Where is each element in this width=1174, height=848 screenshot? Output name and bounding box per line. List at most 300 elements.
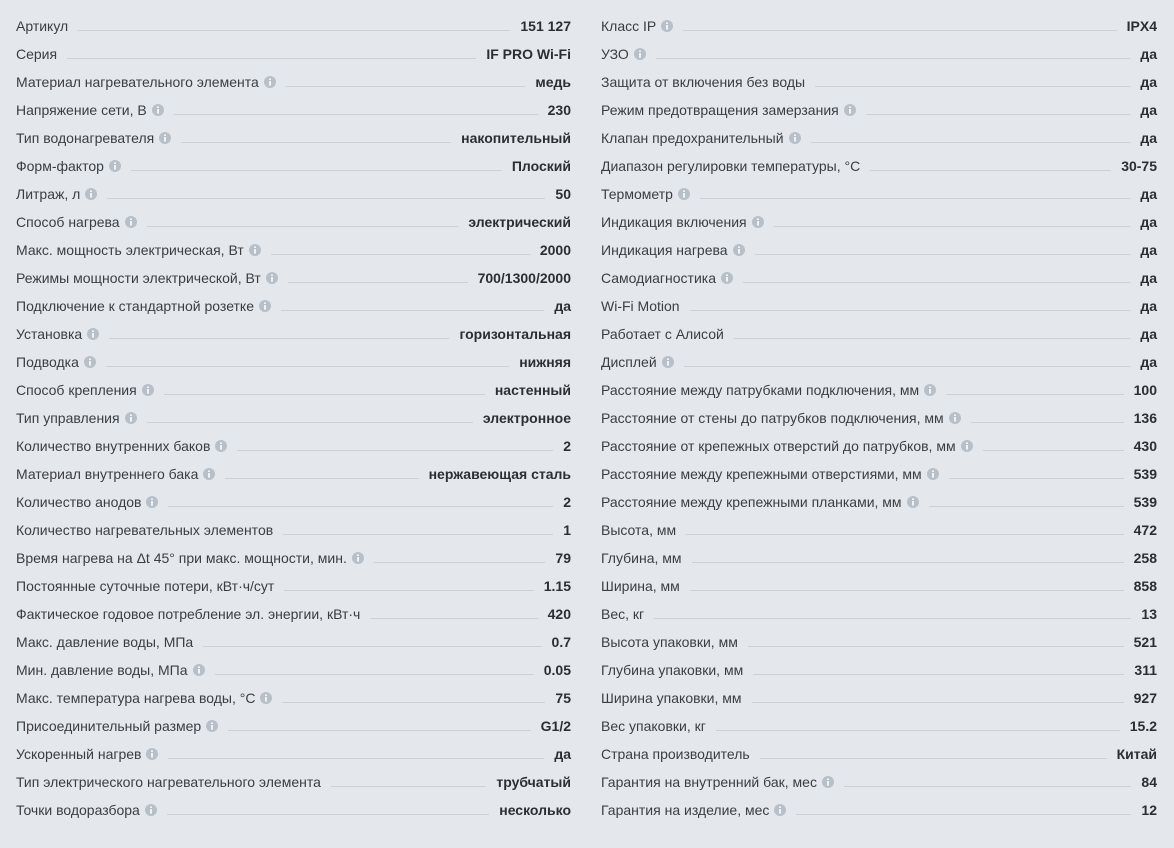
leader-line [870,170,1111,171]
spec-value: G1/2 [540,718,571,734]
info-icon[interactable] [203,468,215,480]
specs-column-left [16,8,571,820]
info-icon[interactable] [774,804,786,816]
spec-label: Макс. температура нагрева воды, °С [16,690,256,706]
spec-value: 13 [1141,606,1157,622]
spec-label: Диапазон регулировки температуры, °С [601,158,861,174]
spec-label-wrap [16,214,137,230]
leader-line [168,758,544,759]
leader-line [752,702,1124,703]
leader-line [78,30,510,31]
spec-label: Способ нагрева [16,214,120,230]
leader-line [716,730,1120,731]
spec-label-wrap [601,606,644,622]
spec-label-wrap [16,662,205,678]
spec-label: Форм-фактор [16,158,104,174]
spec-row [16,148,571,176]
spec-label-wrap [16,522,273,538]
spec-row [601,204,1157,232]
spec-label: Режим предотвращения замерзания [601,102,839,118]
spec-label-wrap [16,634,193,650]
spec-label: Индикация нагрева [601,242,728,258]
spec-label: Глубина, мм [601,550,682,566]
spec-label-wrap [601,466,939,482]
spec-value: нержавеющая сталь [428,466,571,482]
info-icon[interactable] [259,300,271,312]
spec-value: 1 [563,522,571,538]
spec-row [16,596,571,624]
spec-label-wrap [601,102,856,118]
spec-label-wrap [16,438,227,454]
spec-label: Макс. давление воды, МПа [16,634,194,650]
spec-row [16,92,571,120]
leader-line [866,114,1131,115]
spec-value: да [1140,298,1157,314]
leader-line [686,534,1124,535]
spec-row [16,8,571,36]
info-icon[interactable] [109,160,121,172]
info-icon[interactable] [146,748,158,760]
spec-value: 79 [555,550,571,566]
spec-label: Расстояние между патрубками подключения, мм [601,382,920,398]
leader-line [774,226,1131,227]
spec-label: Работает с Алисой [601,326,724,342]
spec-value: горизонтальная [459,326,571,342]
spec-row [601,568,1157,596]
spec-row [16,344,571,372]
spec-value: 258 [1133,550,1157,566]
info-icon[interactable] [142,384,154,396]
info-icon[interactable] [733,244,745,256]
leader-line [225,478,418,479]
spec-row [16,568,571,596]
info-icon[interactable] [907,496,919,508]
spec-row [16,176,571,204]
info-icon[interactable] [215,440,227,452]
leader-line [237,450,553,451]
spec-row [16,764,571,792]
leader-line [107,198,545,199]
leader-line [983,450,1124,451]
spec-label-wrap [601,298,680,314]
spec-label-wrap [601,410,961,426]
info-icon[interactable] [961,440,973,452]
spec-label: Гарантия на изделие, мес [601,802,770,818]
spec-label: Напряжение сети, В [16,102,147,118]
leader-line [147,226,459,227]
spec-label: Точки водоразбора [16,802,140,818]
spec-row [601,512,1157,540]
leader-line [811,142,1131,143]
spec-label-wrap [16,802,157,818]
spec-row [16,792,571,820]
leader-line [656,58,1131,59]
info-icon[interactable] [352,552,364,564]
spec-label: Высота, мм [601,522,677,538]
leader-line [282,702,545,703]
leader-line [168,506,553,507]
spec-value: 100 [1133,382,1157,398]
leader-line [167,814,489,815]
spec-row [16,680,571,708]
info-icon[interactable] [146,496,158,508]
spec-label-wrap [601,46,646,62]
spec-row [16,64,571,92]
info-icon[interactable] [822,776,834,788]
spec-row [16,260,571,288]
spec-value: 1.15 [543,578,571,594]
spec-row [16,736,571,764]
leader-line [690,310,1131,311]
info-icon[interactable] [752,216,764,228]
spec-label: Подключение к стандартной розетке [16,298,254,314]
spec-label-wrap [16,746,158,762]
spec-label-wrap [16,158,121,174]
spec-value: 472 [1133,522,1157,538]
spec-label: Артикул [16,18,69,34]
spec-label: Количество нагревательных элементов [16,522,274,538]
leader-line [370,618,537,619]
leader-line [331,786,486,787]
leader-line [844,786,1131,787]
spec-row [601,764,1157,792]
spec-value: IPX4 [1126,18,1157,34]
specs-column-right [601,8,1157,820]
spec-value: 0.7 [551,634,571,650]
spec-label-wrap [601,186,690,202]
spec-label: Мин. давление воды, МПа [16,662,188,678]
spec-row [16,400,571,428]
spec-row [601,64,1157,92]
leader-line [215,674,534,675]
spec-row [601,288,1157,316]
info-icon[interactable] [125,216,137,228]
spec-label-wrap [601,74,805,90]
spec-label: Постоянные суточные потери, кВт·ч/сут [16,578,275,594]
spec-label: Wi-Fi Motion [601,298,680,314]
spec-label: Высота упаковки, мм [601,634,738,650]
leader-line [288,282,468,283]
spec-label-wrap [601,18,673,34]
leader-line [734,338,1131,339]
info-icon[interactable] [844,104,856,116]
spec-label-wrap [601,718,706,734]
spec-row [16,456,571,484]
leader-line [755,254,1131,255]
info-icon[interactable] [87,328,99,340]
info-icon[interactable] [264,76,276,88]
leader-line [946,394,1124,395]
spec-label-wrap [601,242,745,258]
leader-line [109,338,449,339]
spec-value: настенный [494,382,571,398]
spec-row [16,232,571,260]
spec-label-wrap [16,186,97,202]
spec-label: Количество анодов [16,494,142,510]
spec-row [601,456,1157,484]
leader-line [760,758,1107,759]
spec-label: Материал внутреннего бака [16,466,199,482]
spec-label: Тип водонагревателя [16,130,155,146]
spec-label: Подводка [16,354,79,370]
spec-value: Китай [1116,746,1157,762]
info-icon[interactable] [159,132,171,144]
spec-label: Тип электрического нагревательного элемента [16,774,321,790]
spec-label-wrap [16,18,68,34]
info-icon[interactable] [145,804,157,816]
spec-value: 50 [555,186,571,202]
leader-line [748,646,1124,647]
info-icon[interactable] [206,720,218,732]
spec-row [601,344,1157,372]
info-icon[interactable] [924,384,936,396]
info-icon[interactable] [949,412,961,424]
info-icon[interactable] [125,412,137,424]
spec-value: 230 [547,102,571,118]
spec-label-wrap [601,354,674,370]
spec-label-wrap [601,438,973,454]
spec-label-wrap [601,494,919,510]
spec-row [601,624,1157,652]
spec-label: Вес, кг [601,606,645,622]
spec-label: Материал нагревательного элемента [16,74,259,90]
spec-row [16,316,571,344]
spec-value: да [1140,130,1157,146]
spec-label: Ширина упаковки, мм [601,690,742,706]
spec-value: 30-75 [1121,158,1157,174]
spec-row [16,288,571,316]
leader-line [203,646,541,647]
spec-value: 84 [1141,774,1157,790]
spec-label-wrap [16,550,364,566]
spec-value: 0.05 [543,662,571,678]
spec-row [601,792,1157,820]
info-icon[interactable] [152,104,164,116]
spec-label-wrap [16,102,164,118]
spec-label-wrap [16,774,321,790]
spec-row [16,120,571,148]
leader-line [753,674,1124,675]
spec-label-wrap [601,158,860,174]
spec-label-wrap [16,46,57,62]
spec-value: 420 [547,606,571,622]
spec-value: да [1140,242,1157,258]
info-icon[interactable] [662,356,674,368]
leader-line [949,478,1124,479]
leader-line [283,534,553,535]
spec-label-wrap [16,466,215,482]
spec-row [601,596,1157,624]
spec-value: 136 [1133,410,1157,426]
spec-value: 2000 [539,242,571,258]
info-icon[interactable] [678,188,690,200]
spec-label-wrap [601,746,750,762]
spec-label-wrap [16,354,96,370]
spec-row [601,232,1157,260]
spec-row [16,36,571,64]
spec-row [601,400,1157,428]
info-icon[interactable] [193,664,205,676]
spec-row [601,120,1157,148]
spec-value: несколько [499,802,571,818]
leader-line [286,86,526,87]
spec-label: Вес упаковки, кг [601,718,706,734]
spec-row [16,540,571,568]
spec-label: Расстояние между крепежными отверстиями, мм [601,466,922,482]
spec-label-wrap [16,270,278,286]
info-icon[interactable] [266,272,278,284]
leader-line [815,86,1130,87]
spec-label-wrap [16,326,99,342]
spec-value: IF PRO Wi-Fi [486,46,571,62]
spec-row [16,512,571,540]
leader-line [374,562,546,563]
spec-label-wrap [601,214,764,230]
info-icon[interactable] [84,356,96,368]
info-icon[interactable] [661,20,673,32]
spec-value: 151 127 [520,18,571,34]
spec-value: 927 [1133,690,1157,706]
spec-value: 539 [1133,466,1157,482]
spec-value: Плоский [511,158,571,174]
spec-row [601,736,1157,764]
spec-label-wrap [601,774,834,790]
info-icon[interactable] [927,468,939,480]
spec-value: 521 [1133,634,1157,650]
spec-value: 700/1300/2000 [477,270,571,286]
leader-line [684,366,1131,367]
spec-row [16,484,571,512]
leader-line [164,394,485,395]
spec-label-wrap [601,270,733,286]
leader-line [284,590,533,591]
spec-value: да [1140,270,1157,286]
spec-value: 15.2 [1129,718,1157,734]
spec-label: Глубина упаковки, мм [601,662,744,678]
spec-label: Режимы мощности электрической, Вт [16,270,261,286]
spec-row [16,652,571,680]
spec-row [601,484,1157,512]
spec-label-wrap [16,494,158,510]
leader-line [181,142,451,143]
spec-label-wrap [16,298,271,314]
spec-label: Макс. мощность электрическая, Вт [16,242,244,258]
info-icon[interactable] [85,188,97,200]
spec-label-wrap [601,522,676,538]
spec-label: Расстояние от крепежных отверстий до патрубков, мм [601,438,956,454]
spec-value: медь [535,74,571,90]
spec-value: 2 [563,494,571,510]
spec-value: да [1140,102,1157,118]
spec-label-wrap [601,802,786,818]
spec-row [16,428,571,456]
spec-label-wrap [16,690,272,706]
spec-row [601,36,1157,64]
spec-label: Защита от включения без воды [601,74,806,90]
spec-label: Установка [16,326,83,342]
spec-label: Страна производитель [601,746,750,762]
spec-label: Литраж, л [16,186,81,202]
spec-value: да [1140,74,1157,90]
spec-row [601,372,1157,400]
leader-line [67,58,476,59]
spec-row [601,8,1157,36]
spec-value: электрический [468,214,571,230]
leader-line [131,170,502,171]
spec-value: нижняя [519,354,571,370]
spec-label-wrap [601,130,801,146]
spec-label: Фактическое годовое потребление эл. энергии, кВт·ч [16,606,361,622]
spec-value: 12 [1141,802,1157,818]
info-icon[interactable] [789,132,801,144]
leader-line [654,618,1131,619]
spec-value: 2 [563,438,571,454]
spec-value: да [1140,326,1157,342]
spec-label-wrap [16,242,261,258]
spec-label: Клапан предохранительный [601,130,784,146]
info-icon[interactable] [249,244,261,256]
spec-label-wrap [16,74,276,90]
leader-line [271,254,530,255]
spec-label: Гарантия на внутренний бак, мес [601,774,817,790]
spec-label: УЗО [601,46,629,62]
spec-value: накопительный [461,130,571,146]
leader-line [700,198,1130,199]
info-icon[interactable] [260,692,272,704]
spec-row [16,624,571,652]
info-icon[interactable] [634,48,646,60]
leader-line [796,814,1131,815]
spec-row [601,652,1157,680]
spec-label-wrap [16,382,154,398]
spec-label: Самодиагностика [601,270,717,286]
spec-value: 539 [1133,494,1157,510]
spec-row [601,316,1157,344]
spec-value: 75 [555,690,571,706]
spec-label-wrap [601,326,724,342]
info-icon[interactable] [721,272,733,284]
spec-label-wrap [16,718,218,734]
spec-row [16,204,571,232]
spec-label-wrap [601,578,680,594]
leader-line [228,730,530,731]
spec-label-wrap [16,130,171,146]
spec-row [601,680,1157,708]
spec-label-wrap [601,690,742,706]
spec-row [601,708,1157,736]
spec-label-wrap [16,410,137,426]
leader-line [281,310,544,311]
spec-label: Тип управления [16,410,120,426]
spec-label-wrap [601,550,682,566]
leader-line [929,506,1124,507]
spec-label: Серия [16,46,58,62]
leader-line [690,590,1124,591]
leader-line [971,422,1124,423]
spec-label: Термометр [601,186,673,202]
spec-value: да [1140,46,1157,62]
spec-label-wrap [16,606,360,622]
spec-row [601,428,1157,456]
spec-label: Время нагрева на Δt 45° при макс. мощности, мин. [16,550,347,566]
spec-value: 430 [1133,438,1157,454]
spec-value: электронное [482,410,571,426]
spec-label: Ширина, мм [601,578,680,594]
spec-label: Расстояние между крепежными планками, мм [601,494,902,510]
spec-label: Способ крепления [16,382,137,398]
spec-label: Класс IP [601,18,657,34]
spec-label-wrap [601,382,936,398]
